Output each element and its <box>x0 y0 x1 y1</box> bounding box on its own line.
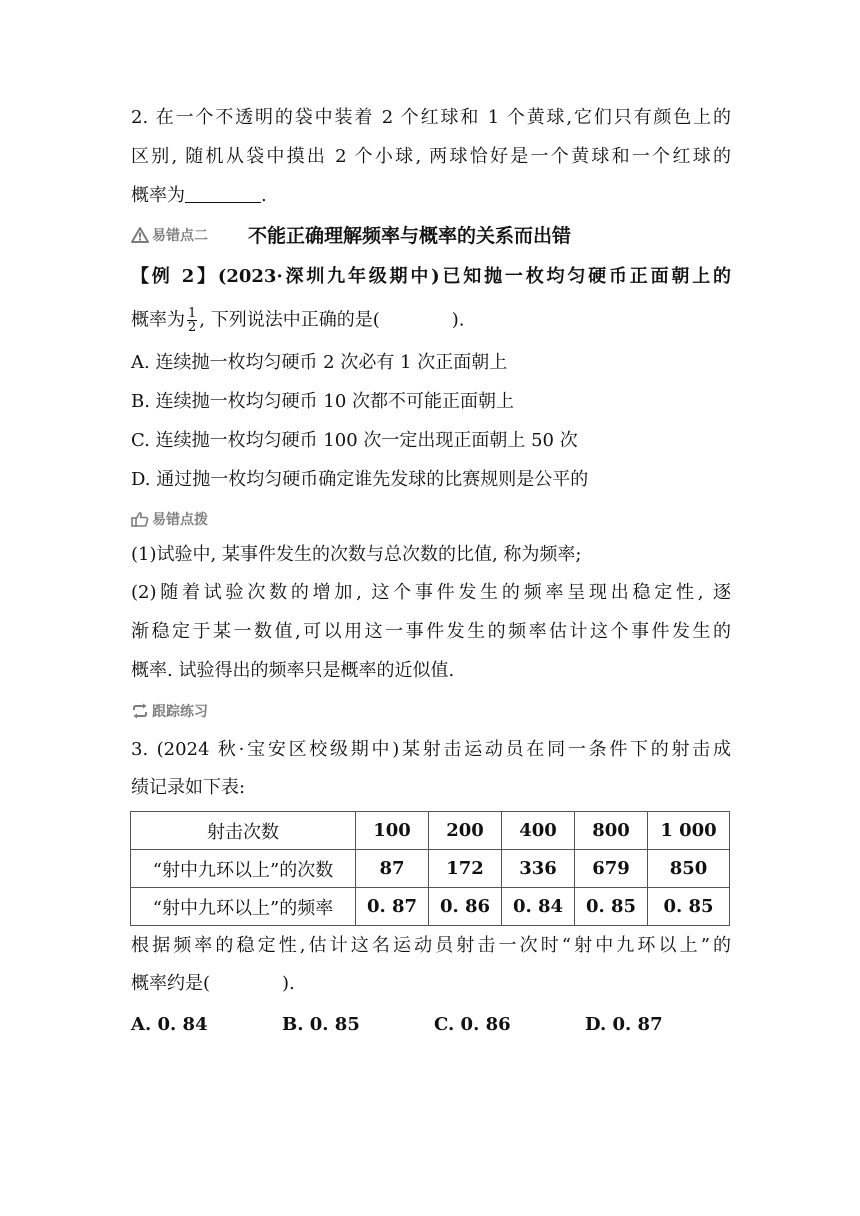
tips-line-4: 概率. 试验得出的频率只是概率的近似值. <box>131 660 455 681</box>
q3-option-c: C. 0. 86 <box>434 1014 511 1035</box>
tips-line-2: (2)随着试验次数的增加, 这个事件发生的频率呈现出稳定性, 逐 <box>131 582 731 603</box>
q2-line-2: 区别, 随机从袋中摸出 2 个小球, 两球恰好是一个黄球和一个红球的 <box>131 146 731 167</box>
q3-option-d: D. 0. 87 <box>585 1014 663 1035</box>
table-cell: 800 <box>575 812 648 850</box>
table-cell: 0. 87 <box>356 888 429 926</box>
table-cell: 0. 85 <box>575 888 648 926</box>
example2-line-1: 【例 2】(2023·深圳九年级期中)已知抛一枚均匀硬币正面朝上的 <box>131 266 731 287</box>
table-cell: 200 <box>429 812 502 850</box>
tips-line-1: (1)试验中, 某事件发生的次数与总次数的比值, 称为频率; <box>131 544 582 565</box>
answer-blank <box>185 184 261 203</box>
example2-option-a: A. 连续抛一枚均匀硬币 2 次必有 1 次正面朝上 <box>131 352 508 373</box>
q2-line-1: 2. 在一个不透明的袋中装着 2 个红球和 1 个黄球,它们只有颜色上的 <box>131 107 731 128</box>
pitfall-title: 不能正确理解频率与概率的关系而出错 <box>248 225 572 247</box>
fraction-numerator: 1 <box>188 306 197 321</box>
practice-tag-label: 跟踪练习 <box>152 704 208 720</box>
table-row <box>131 888 730 926</box>
example2-line-2-prefix: 概率为 <box>131 309 185 331</box>
example2-option-d: D. 通过抛一枚均匀硬币确定谁先发球的比赛规则是公平的 <box>131 469 589 490</box>
table-row <box>131 850 730 888</box>
tips-tag-label: 易错点拨 <box>152 512 208 528</box>
table-cell: 0. 85 <box>648 888 730 926</box>
pitfall-tag <box>131 225 208 245</box>
table-cell: 87 <box>356 850 429 888</box>
table-cell: 679 <box>575 850 648 888</box>
example2-option-b: B. 连续抛一枚均匀硬币 10 次都不可能正面朝上 <box>131 391 515 412</box>
table-row <box>131 812 730 850</box>
pitfall-tag-label: 易错点二 <box>152 228 208 244</box>
table-cell: 850 <box>648 850 730 888</box>
table-cell: 172 <box>429 850 502 888</box>
example2-line-2 <box>131 307 731 334</box>
table-cell: 0. 84 <box>502 888 575 926</box>
table-cell: 400 <box>502 812 575 850</box>
q3-line-4: 概率约是( ). <box>131 973 295 994</box>
practice-tag <box>131 701 208 721</box>
q3-option-b: B. 0. 85 <box>282 1014 360 1035</box>
table-cell: “射中九环以上”的频率 <box>131 888 356 926</box>
table-cell: “射中九环以上”的次数 <box>131 850 356 888</box>
q3-option-a: A. 0. 84 <box>131 1014 208 1035</box>
thumbs-up-icon <box>131 511 149 527</box>
q3-line-2: 绩记录如下表: <box>131 777 246 798</box>
fraction-one-half <box>187 307 197 334</box>
warning-triangle-icon <box>131 227 149 243</box>
q2-line-3-suffix: . <box>261 185 267 206</box>
q2-line-3-prefix: 概率为 <box>131 185 185 206</box>
q3-line-1: 3. (2024 秋·宝安区校级期中)某射击运动员在同一条件下的射击成 <box>131 739 731 760</box>
tips-tag <box>131 509 208 529</box>
table-cell: 100 <box>356 812 429 850</box>
shooting-record-table <box>130 811 730 926</box>
example2-option-c: C. 连续抛一枚均匀硬币 100 次一定出现正面朝上 50 次 <box>131 430 578 451</box>
table-cell: 336 <box>502 850 575 888</box>
q2-line-3 <box>131 184 731 208</box>
table-cell: 射击次数 <box>131 812 356 850</box>
q3-line-3: 根据频率的稳定性,估计这名运动员射击一次时“射中九环以上”的 <box>131 935 731 956</box>
tips-line-3: 渐稳定于某一数值,可以用这一事件发生的频率估计这个事件发生的 <box>131 621 731 642</box>
table-cell: 0. 86 <box>429 888 502 926</box>
example2-line-2-suffix: , 下列说法中正确的是( ). <box>199 309 465 331</box>
table-cell: 1 000 <box>648 812 730 850</box>
fraction-denominator: 2 <box>188 320 197 335</box>
repeat-arrows-icon <box>131 703 149 719</box>
